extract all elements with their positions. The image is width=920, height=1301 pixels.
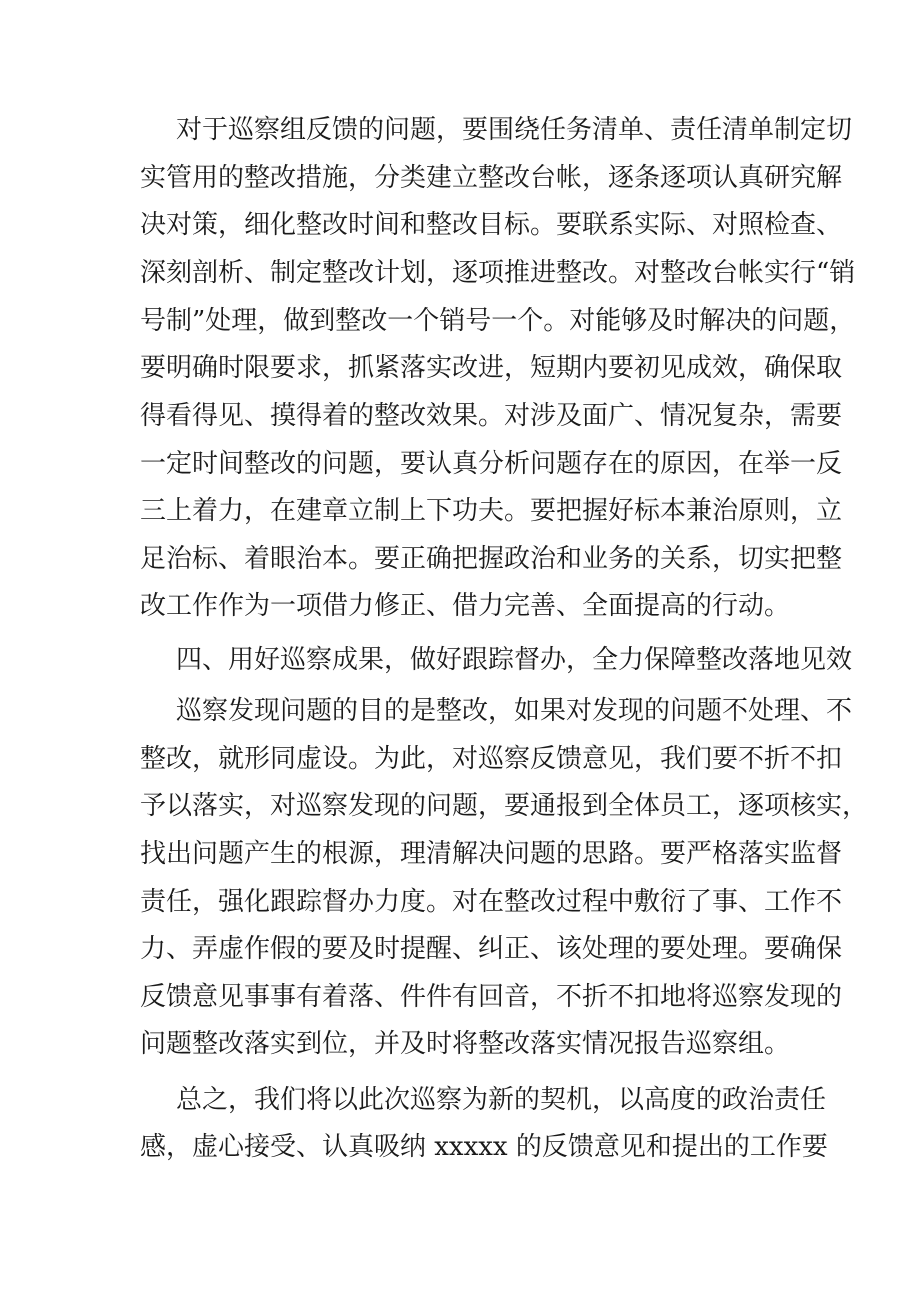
paragraph-1-line-3: 决对策，细化整改时间和整改目标。要联系实际、对照检查、 <box>140 210 843 240</box>
paragraph-3-line-1: 总之，我们将以此次巡察为新的契机，以高度的政治责任 <box>176 1085 827 1115</box>
paragraph-2-line-3: 予以落实，对巡察发现的问题，要通报到全体员工，逐项核实， <box>140 791 869 821</box>
paragraph-2-line-1: 巡察发现问题的目的是整改，如果对发现的问题不处理、不 <box>176 696 853 726</box>
paragraph-2-line-2: 整改，就形同虚设。为此，对巡察反馈意见，我们要不折不扣 <box>140 744 843 774</box>
paragraph-1-line-7: 得看得见、摸得着的整改效果。对涉及面广、情况复杂，需要 <box>140 401 843 431</box>
paragraph-2-line-4: 找出问题产生的根源，理清解决问题的思路。要严格落实监督 <box>140 839 843 869</box>
section-heading-4: 四、用好巡察成果，做好跟踪督办，全力保障整改落地见效 <box>176 645 853 675</box>
paragraph-1-line-6: 要明确时限要求，抓紧落实改进，短期内要初见成效，确保取 <box>140 353 843 383</box>
paragraph-1-line-5: 号制”处理，做到整改一个销号一个。对能够及时解决的问题， <box>140 306 856 336</box>
paragraph-2-line-6: 力、弄虚作假的要及时提醒、纠正、该处理的要处理。要确保 <box>140 934 843 964</box>
paragraph-1-line-4: 深刻剖析、制定整改计划，逐项推进整改。对整改台帐实行“销 <box>140 258 856 288</box>
paragraph-2-line-7: 反馈意见事事有着落、件件有回音，不折不扣地将巡察发现的 <box>140 982 843 1012</box>
paragraph-1-line-11: 改工作作为一项借力修正、借力完善、全面提高的行动。 <box>140 591 791 621</box>
paragraph-1-line-9: 三上着力，在建章立制上下功夫。要把握好标本兼治原则，立 <box>140 496 843 526</box>
paragraph-1-line-2: 实管用的整改措施，分类建立整改台帐，逐条逐项认真研究解 <box>140 163 843 193</box>
paragraph-1-line-8: 一定时间整改的问题，要认真分析问题存在的原因，在举一反 <box>140 449 843 479</box>
paragraph-3-line-2: 感，虚心接受、认真吸纳 xxxxx 的反馈意见和提出的工作要 <box>140 1132 828 1162</box>
paragraph-1-line-1: 对于巡察组反馈的问题，要围绕任务清单、责任清单制定切 <box>176 115 853 145</box>
paragraph-2-line-5: 责任，强化跟踪督办力度。对在整改过程中敷衍了事、工作不 <box>140 887 843 917</box>
paragraph-2-line-8: 问题整改落实到位，并及时将整改落实情况报告巡察组。 <box>140 1029 791 1059</box>
paragraph-1-line-10: 足治标、着眼治本。要正确把握政治和业务的关系，切实把整 <box>140 544 843 574</box>
